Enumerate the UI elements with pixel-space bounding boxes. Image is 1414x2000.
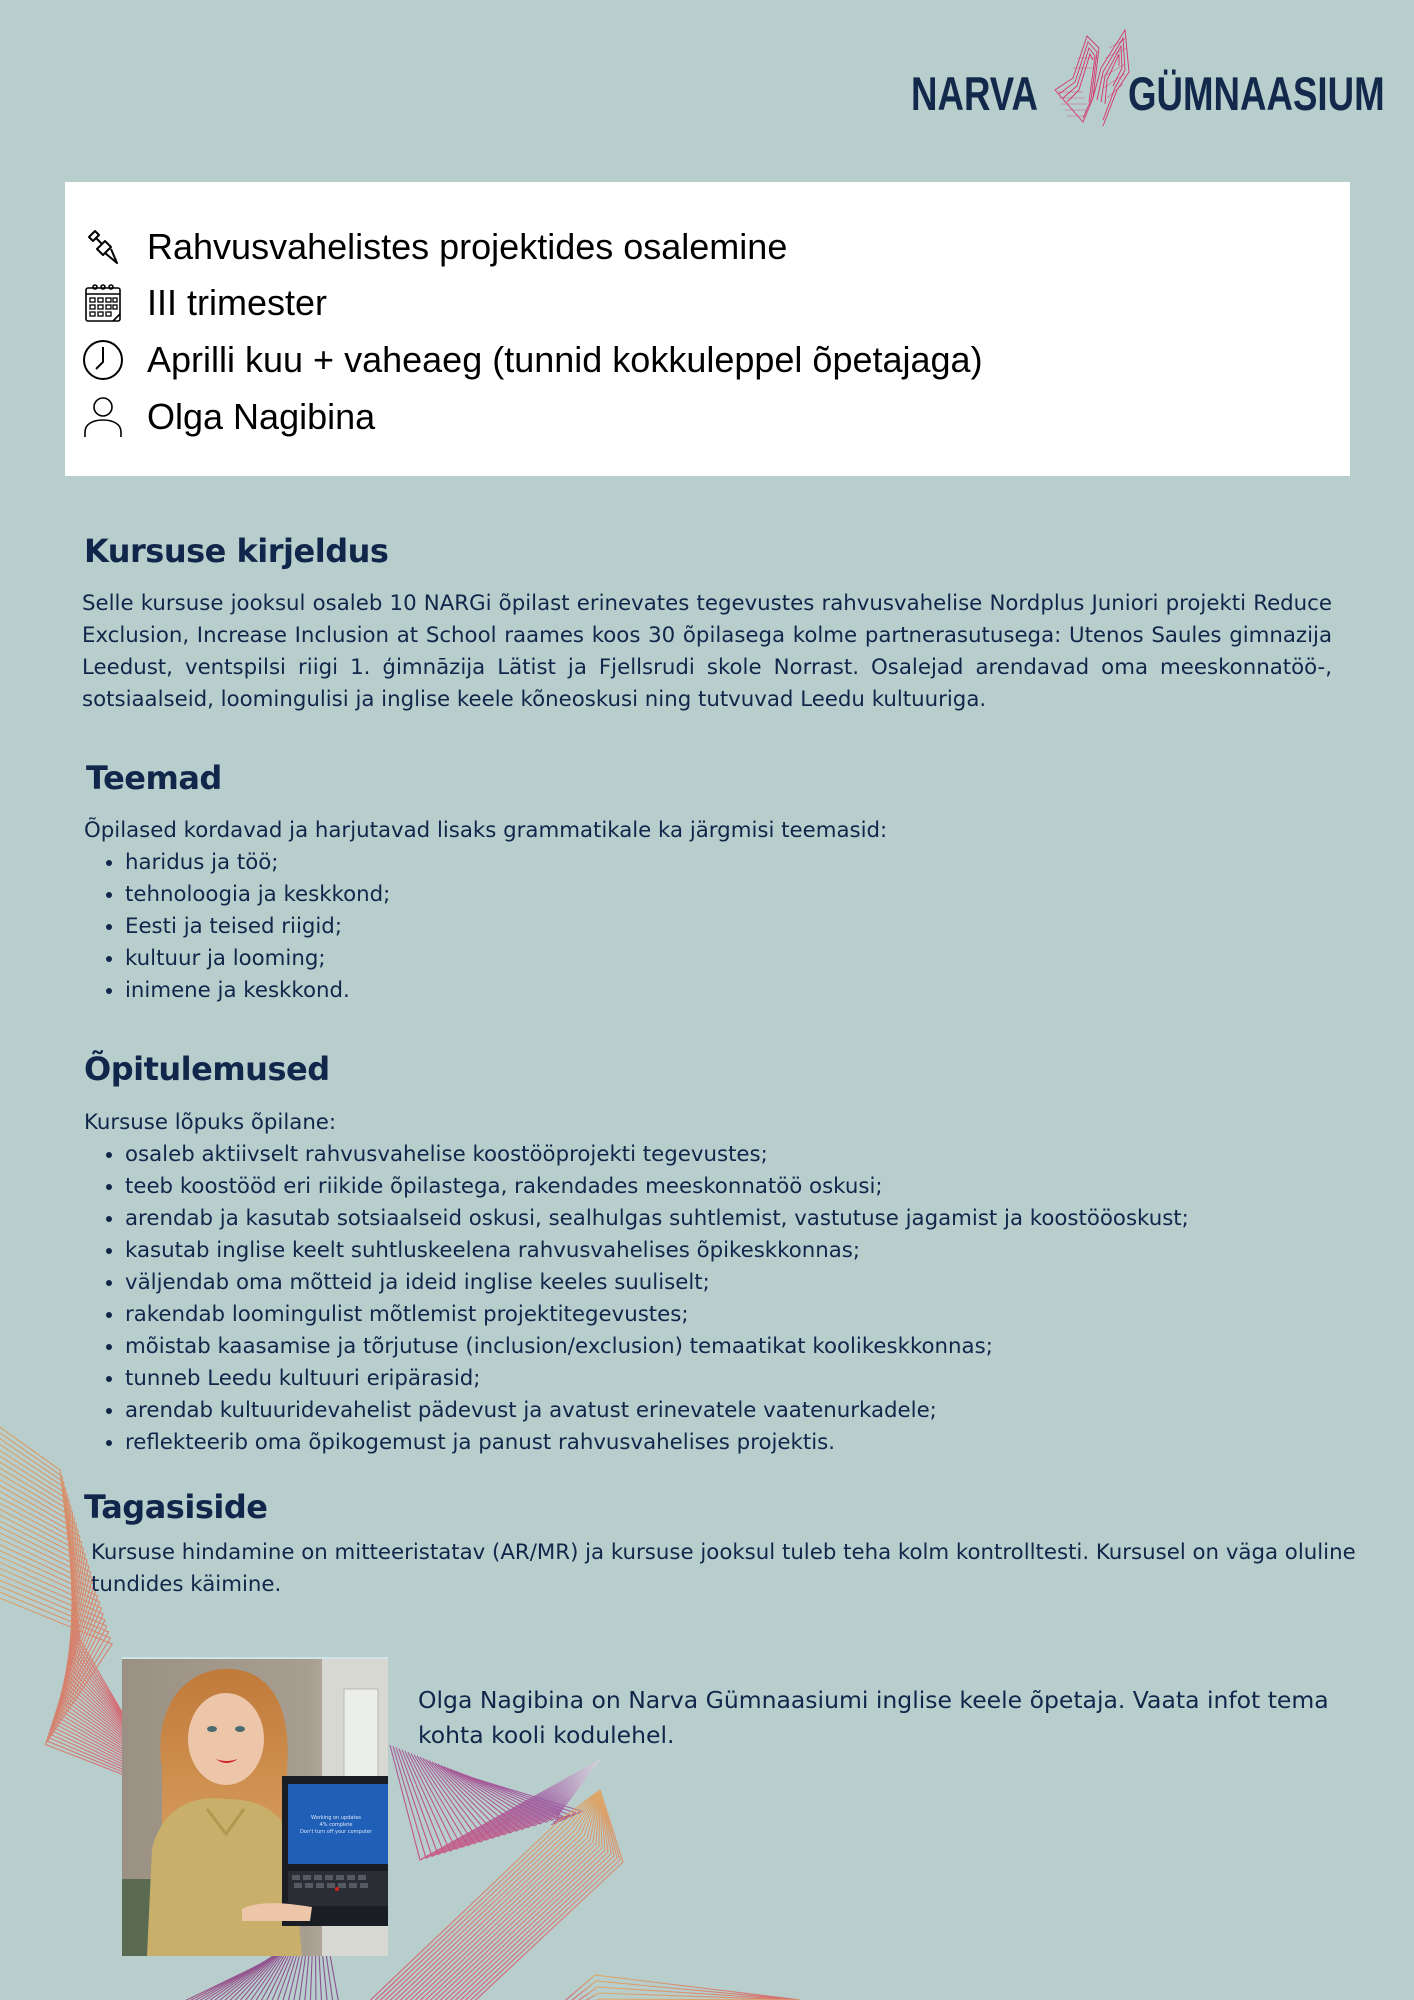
decorative-line [402, 1750, 593, 1853]
laptop-screen-line-3: Don't turn off your computer [300, 1829, 372, 1835]
pushpin-icon [81, 225, 125, 269]
outcomes-intro: Kursuse lõpuks õpilane: [84, 1110, 337, 1135]
decorative-line [465, 1775, 570, 1820]
decorative-line [465, 1790, 623, 2000]
decorative-line [444, 1767, 568, 1828]
decorative-line [426, 1759, 578, 1838]
clock-icon [81, 338, 125, 382]
list-item: • haridus ja töö; [125, 847, 390, 879]
decorative-line [393, 1746, 598, 1858]
calendar-icon [81, 281, 125, 325]
info-row-schedule [81, 335, 983, 385]
topics-intro: Õpilased kordavad ja harjutavad lisaks grammatikale ka järgmisi teemasid: [84, 818, 888, 843]
section-heading-feedback: Tagasiside [84, 1488, 268, 1526]
decorative-line [445, 1790, 611, 2000]
logo-word-gumnaasium: GÜMNAASIUM [1128, 67, 1385, 120]
list-item: • inimene ja keskkond. [125, 975, 390, 1007]
decorative-line [438, 1764, 571, 1831]
decorative-line [453, 1770, 562, 1822]
topics-list [85, 847, 390, 1007]
decorative-line [360, 1790, 600, 2000]
decorative-line [430, 1790, 602, 2000]
decorative-line [405, 1790, 600, 2000]
decorative-line [447, 1768, 566, 1826]
list-item: • teeb koostööd eri riikide õpilastega, rakendades meeskonnatöö oskusi; [125, 1171, 1189, 1203]
decorative-line [441, 1765, 569, 1829]
decorative-line [375, 1790, 600, 2000]
list-item: • kasutab inglise keelt suhtluskeelena rahvusvahelises õpikeskkonnas; [125, 1235, 1189, 1267]
decorative-line [410, 1790, 600, 2000]
info-teacher-name: Olga Nagibina [147, 396, 376, 437]
decorative-line [429, 1761, 577, 1837]
feedback-text: Kursuse hindamine on mitteeristatav (AR/MR) ja kursuse jooksul tuleb teha kolm kontrolltesti. Kursusel on väga oluline tundides käimine. [91, 1540, 1356, 1597]
decorative-line [460, 1790, 620, 2000]
decorative-line [560, 1975, 800, 2000]
teacher-bio: Olga Nagibina on Narva Gümnaasiumi inglise keele õpetaja. Vaata infot tema kohta kooli kodulehel. [418, 1686, 1329, 1749]
list-item: • arendab ja kasutab sotsiaalseid oskusi, sealhulgas suhtlemist, vastutuse jagamist ja koostööoskust; [125, 1203, 1189, 1235]
decorative-line [399, 1749, 595, 1855]
outcomes-list [85, 1139, 1189, 1459]
section-heading-description: Kursuse kirjeldus [84, 532, 389, 570]
decorative-line [450, 1790, 614, 2000]
decorative-line [455, 1790, 617, 2000]
decorative-line [471, 1777, 582, 1824]
info-course-type: Rahvusvahelistes projektides osalemine [147, 226, 788, 267]
list-item: • tehnoloogia ja keskkond; [125, 879, 390, 911]
decorative-line [408, 1752, 589, 1849]
decorative-line [578, 1993, 800, 2000]
list-item: • väljendab oma mõtteid ja ideid inglise keeles suuliselt; [125, 1267, 1189, 1299]
section-heading-outcomes: Õpitulemused [84, 1050, 330, 1088]
decorative-line [435, 1790, 605, 2000]
laptop-screen-line-1: Working on updates [310, 1815, 362, 1821]
laptop-screen-line-2: 4% complete [319, 1822, 353, 1828]
logo-word-narva: NARVA [911, 67, 1038, 120]
decorative-line [405, 1751, 591, 1851]
decorative-line [417, 1756, 584, 1844]
decorative-line [395, 1790, 600, 2000]
decorative-line [456, 1771, 560, 1820]
decorative-line [396, 1747, 596, 1856]
logo-mark-icon [1053, 28, 1133, 128]
decorative-line [365, 1790, 600, 2000]
info-term: III trimester [147, 282, 328, 323]
decorative-line [420, 1757, 582, 1842]
decorative-line [415, 1790, 600, 2000]
decorative-line [420, 1790, 600, 2000]
decorative-line [380, 1790, 600, 2000]
decorative-line [423, 1758, 580, 1840]
school-logo [905, 28, 1385, 128]
decorative-line [440, 1790, 608, 2000]
decorative-line [462, 1774, 564, 1818]
info-row-term [81, 278, 327, 328]
list-item: • Eesti ja teised riigid; [125, 911, 390, 943]
decorative-line [400, 1790, 600, 2000]
info-schedule: Aprilli kuu + vaheaeg (tunnid kokkuleppel õpetajaga) [147, 339, 983, 380]
decorative-line [425, 1790, 600, 2000]
list-item: • tunneb Leedu kultuuri eripärasid; [125, 1363, 1189, 1395]
list-item: • arendab kultuuridevahelist pädevust ja avatust erinevatele vaatenurkadele; [125, 1395, 1189, 1427]
info-row-course-type [81, 222, 787, 272]
decorative-line [450, 1769, 564, 1824]
decorative-line [390, 1745, 600, 1860]
course-info-card [65, 182, 1350, 476]
info-row-teacher [81, 392, 375, 442]
decorative-line [566, 1981, 800, 2000]
list-item: • mõistab kaasamise ja tõrjutuse (inclusion/exclusion) temaatikat koolikeskkonnas; [125, 1331, 1189, 1363]
section-heading-topics: Teemad [86, 759, 222, 797]
decorative-line [435, 1763, 573, 1833]
decorative-line [411, 1753, 587, 1847]
list-item: • osaleb aktiivselt rahvusvahelise koostööprojekti tegevustes; [125, 1139, 1189, 1171]
teacher-photo [122, 1657, 388, 1956]
list-item: • rakendab loomingulist mõtlemist projektitegevustes; [125, 1299, 1189, 1331]
user-icon [81, 395, 125, 439]
decorative-line [468, 1776, 576, 1822]
description-text: Selle kursuse jooksul osaleb 10 NARGi õpilast erinevates tegevustes rahvusvahelise Nordplus Juniori projekti Reduce Exclusion, Increase Inclusion at School raames koos 30 õpilasega kolme partnerasutusega: Utenos Saules gimnazija Leedust, ventspilsi riigi 1. ģimnāzija Lätist ja Fjellsrudi skole Norrast. Osalejad arendavad oma meeskonnatöö-, sotsiaalseid, loomingulisi ja inglise keele kõneoskusi ning tutvuvad Leedu kultuuriga. [82, 591, 1332, 712]
decorative-line [459, 1773, 559, 1819]
decorative-line [432, 1762, 575, 1835]
decorative-line [572, 1987, 800, 2000]
decorative-line [390, 1790, 600, 2000]
decorative-line [414, 1755, 586, 1846]
list-item: • kultuur ja looming; [125, 943, 390, 975]
decorative-line [370, 1790, 600, 2000]
list-item: • reflekteerib oma õpikogemust ja panust rahvusvahelises projektis. [125, 1427, 1189, 1459]
decorative-line [385, 1790, 600, 2000]
